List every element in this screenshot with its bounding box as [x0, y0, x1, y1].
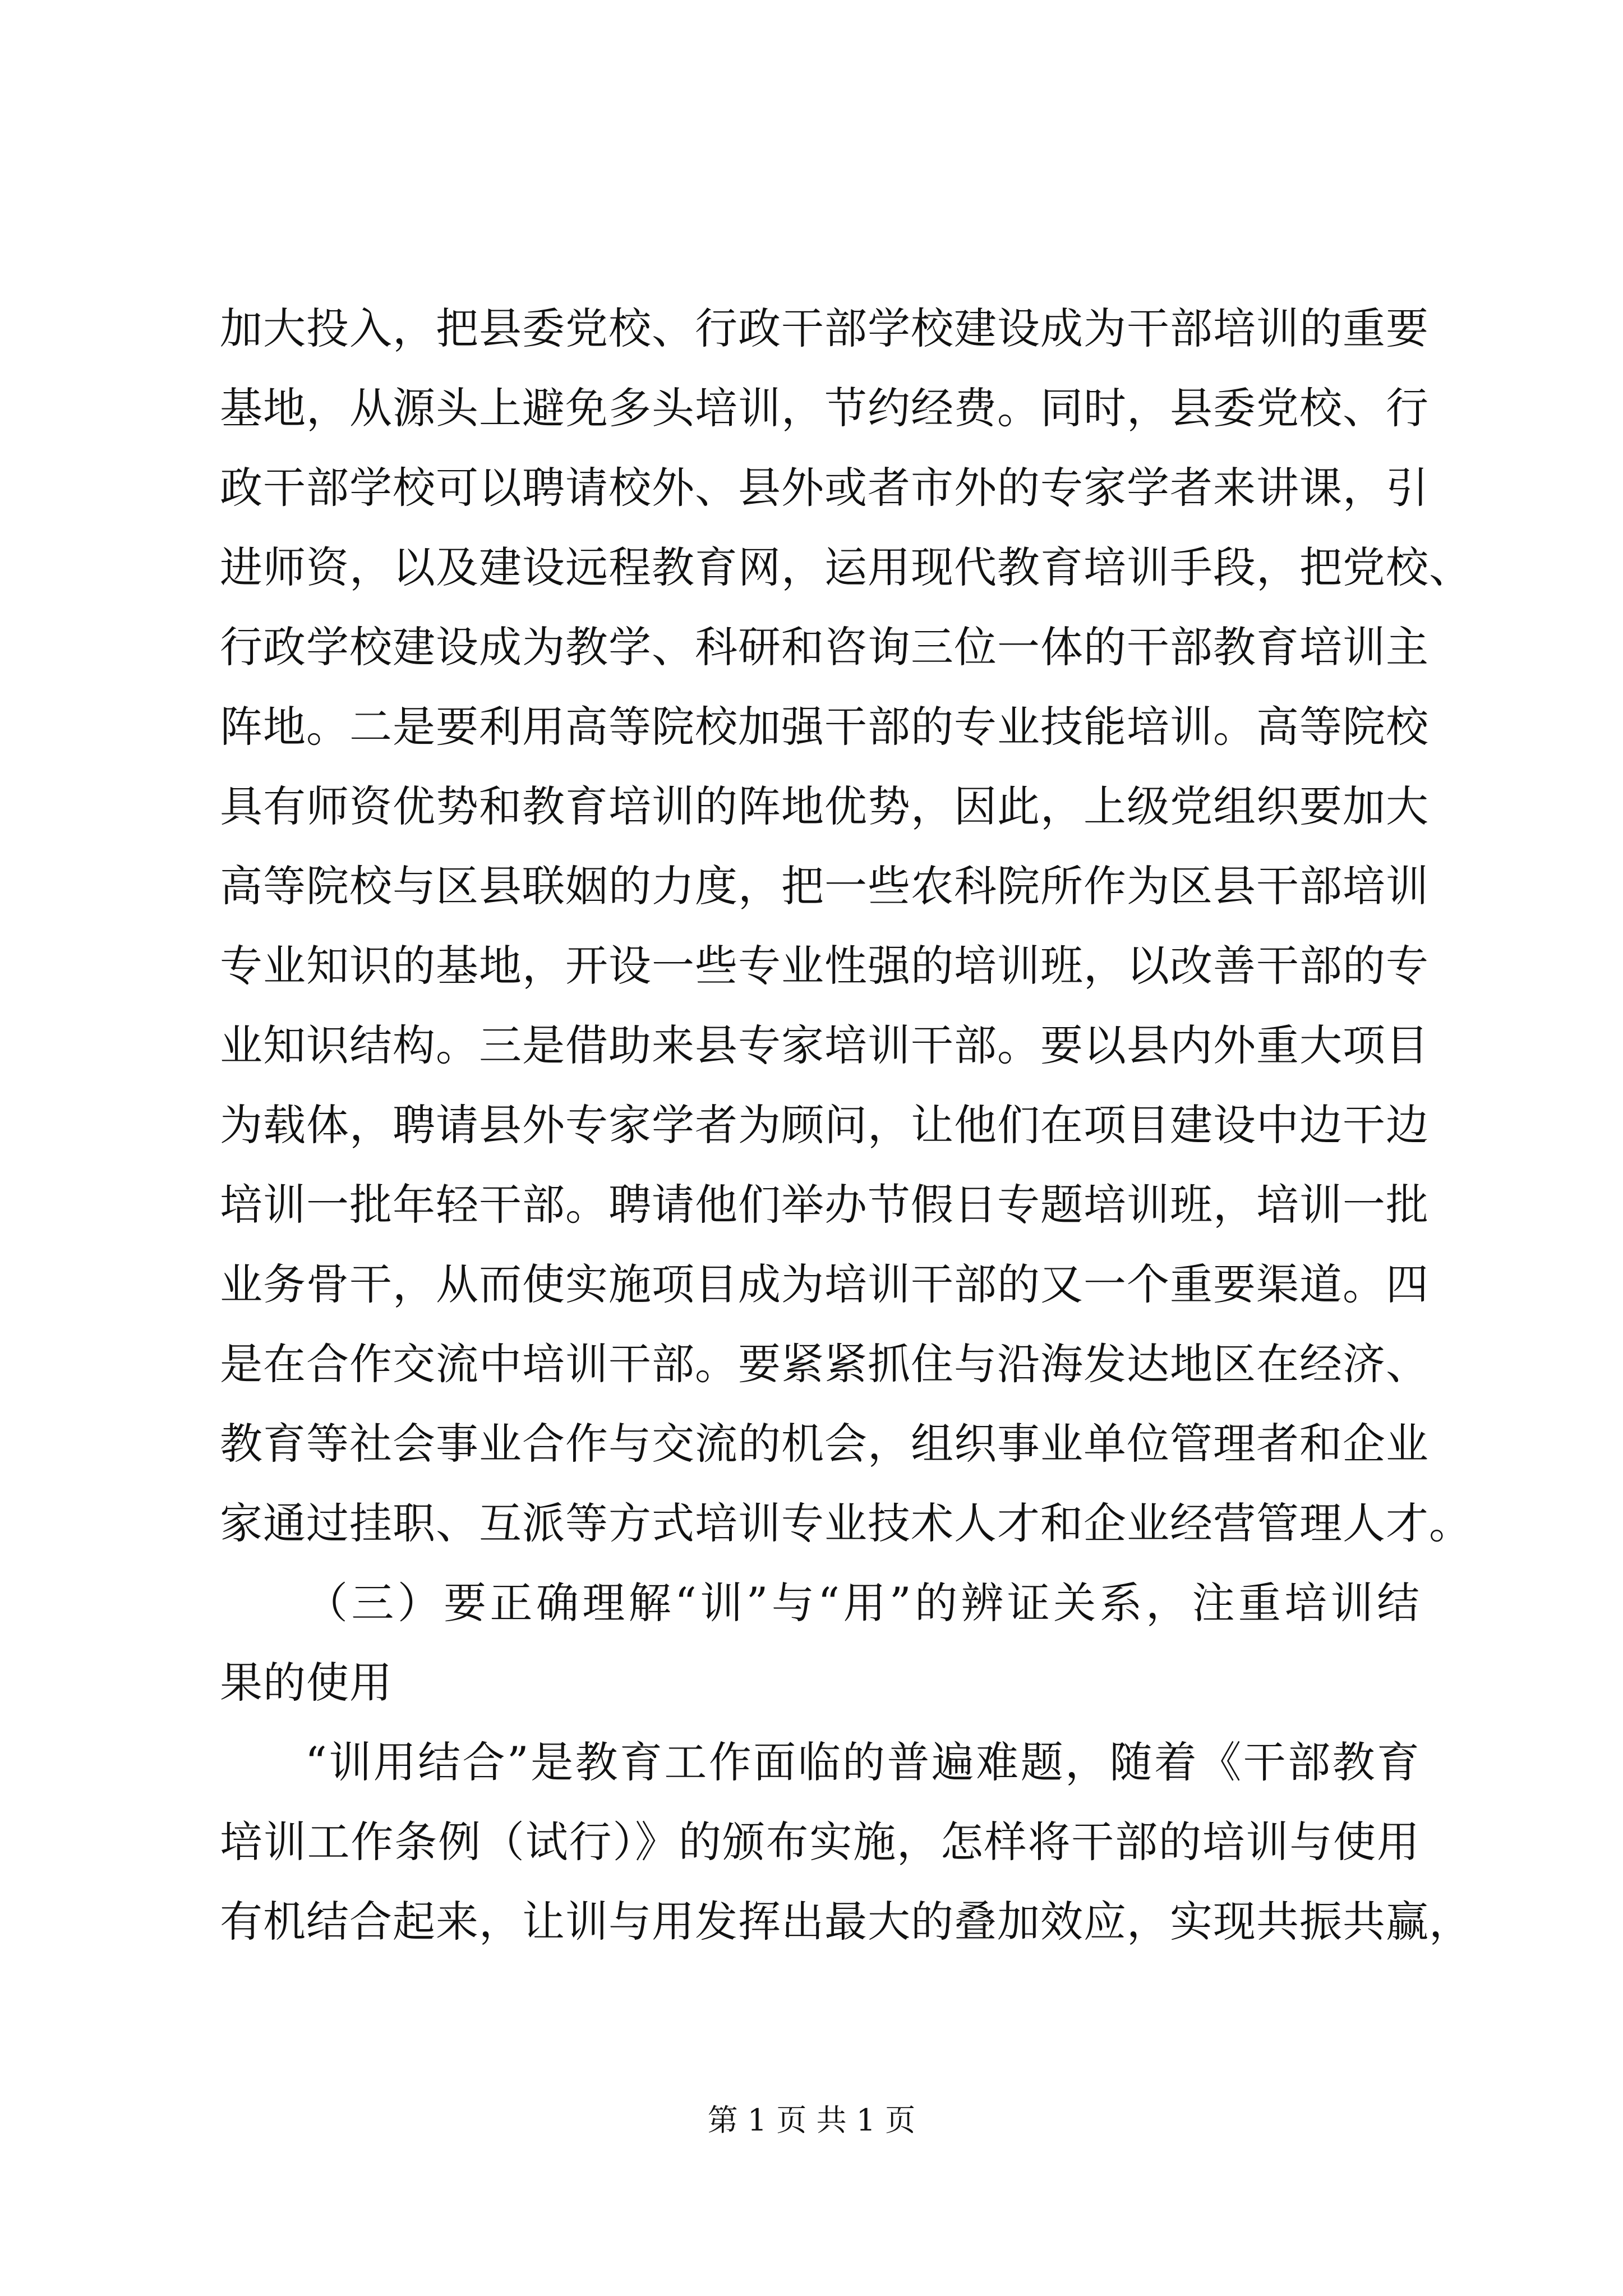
- text-line: 业知识结构。三是借助来县专家培训干部。要以县内外重大项目: [220, 1020, 1429, 1070]
- text-line: 为载体，聘请县外专家学者为顾问，让他们在项目建设中边干边: [220, 1100, 1429, 1150]
- text-line: （三）要正确理解“训”与“用”的辨证关系，注重培训结: [305, 1578, 1420, 1628]
- text-line: 基地，从源头上避免多头培训，节约经费。同时，县委党校、行: [220, 383, 1429, 433]
- text-line: 培训一批年轻干部。聘请他们举办节假日专题培训班，培训一批: [220, 1180, 1429, 1230]
- text-line: 是在合作交流中培训干部。要紧紧抓住与沿海发达地区在经济、: [220, 1339, 1429, 1389]
- text-line: 培训工作条例（试行）》的颁布实施，怎样将干部的培训与使用: [220, 1817, 1420, 1867]
- text-line: 阵地。二是要利用高等院校加强干部的专业技能培训。高等院校: [220, 702, 1429, 752]
- text-line: 专业知识的基地，开设一些专业性强的培训班，以改善干部的专: [220, 941, 1429, 991]
- text-line: “训用结合”是教育工作面临的普遍难题，随着《干部教育: [305, 1737, 1420, 1787]
- text-line: 具有师资优势和教育培训的阵地优势，因此，上级党组织要加大: [220, 781, 1429, 831]
- text-line: 进师资，以及建设远程教育网，运用现代教育培训手段，把党校、: [220, 542, 1472, 592]
- text-line: 加大投入，把县委党校、行政干部学校建设成为干部培训的重要: [220, 303, 1429, 353]
- text-line: 有机结合起来，让训与用发挥出最大的叠加效应，实现共振共赢，: [220, 1897, 1472, 1947]
- text-line: 家通过挂职、互派等方式培训专业技术人才和企业经营管理人才。: [220, 1498, 1472, 1548]
- body-text: [220, 289, 1472, 1962]
- page-footer: 第 1 页 共 1 页: [707, 2102, 916, 2138]
- text-line: 教育等社会事业合作与交流的机会，组织事业单位管理者和企业: [220, 1419, 1429, 1469]
- text-line: 果的使用: [220, 1658, 393, 1708]
- text-line: 高等院校与区县联姻的力度，把一些农科院所作为区县干部培训: [220, 861, 1429, 911]
- text-line: 行政学校建设成为教学、科研和咨询三位一体的干部教育培训主: [220, 622, 1429, 672]
- text-line: 政干部学校可以聘请校外、县外或者市外的专家学者来讲课，引: [220, 463, 1429, 513]
- text-line: 业务骨干，从而使实施项目成为培训干部的又一个重要渠道。四: [220, 1259, 1429, 1309]
